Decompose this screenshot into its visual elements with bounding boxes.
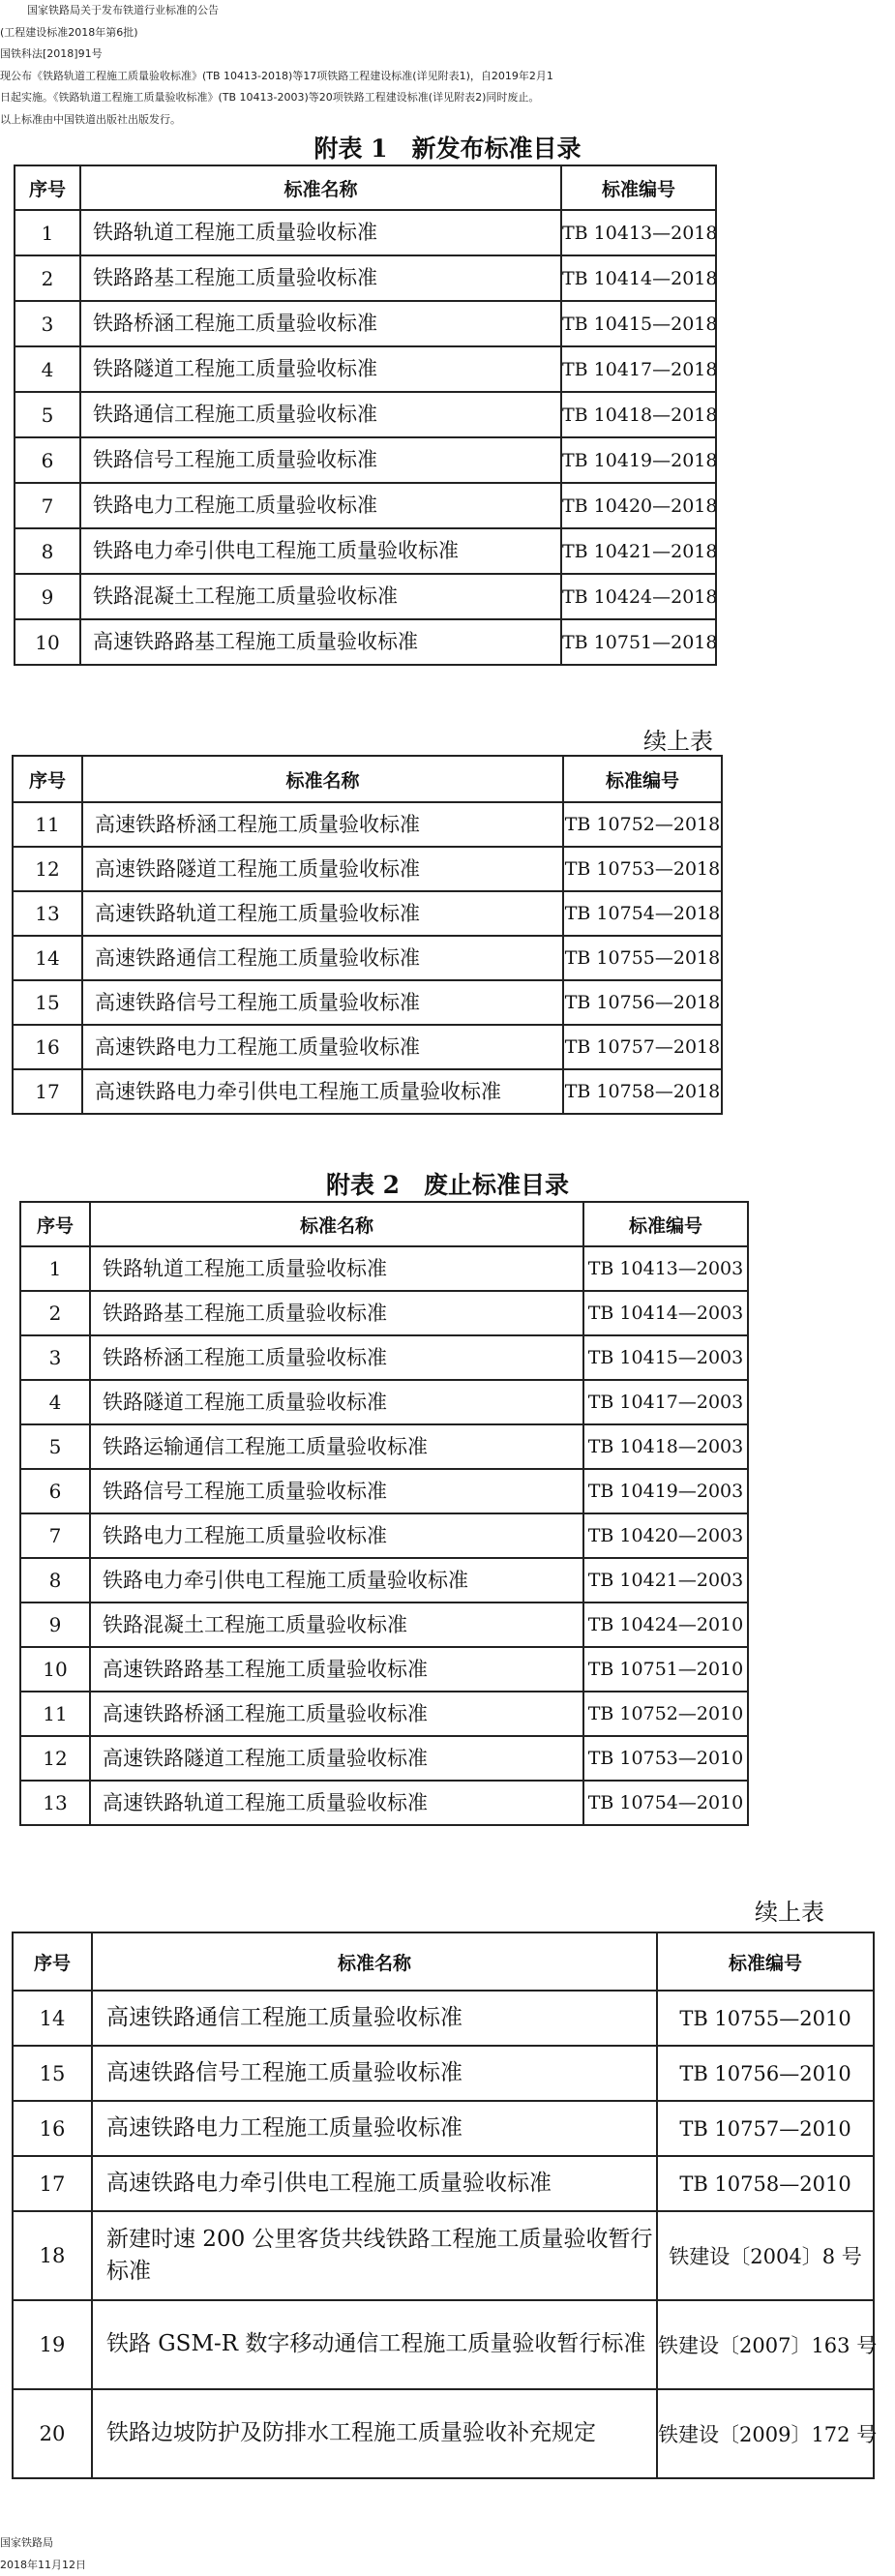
standard-code: TB 10755—2018	[563, 936, 722, 980]
standard-code: 铁建设〔2009〕172 号	[657, 2389, 874, 2478]
table-row	[20, 1246, 748, 1291]
column-header-number: 序号	[13, 1932, 92, 1991]
table-row	[20, 1380, 748, 1424]
issuer-name: 国家铁路局	[0, 2532, 895, 2555]
standard-code: TB 10424—2010	[583, 1603, 748, 1647]
column-header-number: 序号	[13, 756, 82, 802]
table-body	[13, 802, 722, 1114]
table-row	[20, 1513, 748, 1558]
standard-name: 铁路运输通信工程施工质量验收标准	[90, 1424, 583, 1469]
row-number: 5	[20, 1424, 90, 1469]
standard-code: TB 10757—2010	[657, 2101, 874, 2156]
abolished-standards-table-continued	[12, 1932, 875, 2479]
table-row	[13, 2156, 874, 2211]
standard-code: TB 10752—2010	[583, 1692, 748, 1736]
standard-name: 铁路 GSM-R 数字移动通信工程施工质量验收暂行标准	[92, 2300, 657, 2389]
standard-name: 铁路路基工程施工质量验收标准	[80, 255, 561, 301]
standard-name: 高速铁路桥涵工程施工质量验收标准	[90, 1692, 583, 1736]
standard-name: 高速铁路电力工程施工质量验收标准	[92, 2101, 657, 2156]
issue-date: 2018年11月12日	[0, 2555, 895, 2576]
table-body	[20, 1246, 748, 1825]
standard-name: 铁路通信工程施工质量验收标准	[80, 392, 561, 437]
table-row	[15, 528, 716, 574]
row-number: 11	[20, 1692, 90, 1736]
standard-code: TB 10751—2018	[561, 619, 716, 665]
standard-code: 铁建设〔2004〕8 号	[657, 2211, 874, 2300]
row-number: 9	[15, 574, 80, 619]
standard-name: 铁路轨道工程施工质量验收标准	[80, 210, 561, 255]
notice-doc-number: 国铁科法[2018]91号	[0, 44, 895, 66]
table-row	[15, 301, 716, 346]
standard-code: TB 10417—2003	[583, 1380, 748, 1424]
standard-code: TB 10755—2010	[657, 1991, 874, 2046]
table1-continued-label: 续上表	[643, 722, 713, 756]
standard-code: TB 10419—2018	[561, 437, 716, 483]
notice-batch: (工程建设标准2018年第6批)	[0, 22, 895, 45]
standard-code: TB 10757—2018	[563, 1025, 722, 1069]
table-row	[15, 619, 716, 665]
standard-name: 铁路信号工程施工质量验收标准	[90, 1469, 583, 1513]
standard-code: TB 10424—2018	[561, 574, 716, 619]
row-number: 14	[13, 936, 82, 980]
standard-code: TB 10415—2018	[561, 301, 716, 346]
notice-header	[0, 0, 895, 131]
standard-name: 铁路轨道工程施工质量验收标准	[90, 1246, 583, 1291]
table-row	[13, 891, 722, 936]
standard-name: 新建时速 200 公里客货共线铁路工程施工质量验收暂行标准	[92, 2211, 657, 2300]
row-number: 18	[13, 2211, 92, 2300]
column-header-number: 序号	[15, 165, 80, 210]
row-number: 15	[13, 980, 82, 1025]
standard-name: 高速铁路电力牵引供电工程施工质量验收标准	[92, 2156, 657, 2211]
standard-name: 铁路混凝土工程施工质量验收标准	[90, 1603, 583, 1647]
standard-name: 高速铁路电力牵引供电工程施工质量验收标准	[82, 1069, 563, 1114]
standard-name: 铁路电力牵引供电工程施工质量验收标准	[80, 528, 561, 574]
row-number: 1	[20, 1246, 90, 1291]
table-row	[15, 483, 716, 528]
table-row	[20, 1469, 748, 1513]
column-header-name: 标准名称	[82, 756, 563, 802]
table-row	[20, 1781, 748, 1825]
standard-name: 高速铁路隧道工程施工质量验收标准	[82, 847, 563, 891]
standard-code: TB 10420—2018	[561, 483, 716, 528]
abolished-standards-table	[19, 1201, 749, 1826]
standard-code: TB 10752—2018	[563, 802, 722, 847]
table-row	[20, 1558, 748, 1603]
row-number: 19	[13, 2300, 92, 2389]
new-standards-table	[14, 165, 717, 666]
standard-name: 高速铁路信号工程施工质量验收标准	[82, 980, 563, 1025]
header-row	[20, 1202, 748, 1246]
table-row	[15, 392, 716, 437]
row-number: 2	[20, 1291, 90, 1335]
header-row	[13, 1932, 874, 1991]
standard-name: 铁路电力牵引供电工程施工质量验收标准	[90, 1558, 583, 1603]
column-header-name: 标准名称	[90, 1202, 583, 1246]
table-row	[13, 2211, 874, 2300]
row-number: 1	[15, 210, 80, 255]
table-row	[20, 1736, 748, 1781]
column-header-name: 标准名称	[80, 165, 561, 210]
standard-code: TB 10421—2003	[583, 1558, 748, 1603]
standard-code: 铁建设〔2007〕163 号	[657, 2300, 874, 2389]
table-row	[13, 1069, 722, 1114]
table-row	[13, 1025, 722, 1069]
column-header-code: 标准编号	[563, 756, 722, 802]
standard-code: TB 10417—2018	[561, 346, 716, 392]
standard-name: 高速铁路通信工程施工质量验收标准	[92, 1991, 657, 2046]
row-number: 5	[15, 392, 80, 437]
row-number: 16	[13, 2101, 92, 2156]
standard-code: TB 10754—2010	[583, 1781, 748, 1825]
standard-name: 铁路混凝土工程施工质量验收标准	[80, 574, 561, 619]
table-row	[13, 1991, 874, 2046]
standard-code: TB 10418—2018	[561, 392, 716, 437]
table2-title: 附表 2 废止标准目录	[0, 1166, 895, 1201]
table-row	[13, 847, 722, 891]
row-number: 13	[20, 1781, 90, 1825]
row-number: 8	[20, 1558, 90, 1603]
row-number: 14	[13, 1991, 92, 2046]
table2-continued-label: 续上表	[755, 1893, 824, 1927]
standard-code: TB 10756—2018	[563, 980, 722, 1025]
column-header-code: 标准编号	[583, 1202, 748, 1246]
row-number: 6	[15, 437, 80, 483]
table-row	[20, 1603, 748, 1647]
notice-body-line-1: 现公布《铁路轨道工程施工质量验收标准》(TB 10413-2018)等17项铁路工程建设标准(详见附表1)，自2019年2月1	[0, 66, 895, 88]
table-row	[13, 802, 722, 847]
standard-name: 铁路信号工程施工质量验收标准	[80, 437, 561, 483]
row-number: 8	[15, 528, 80, 574]
table-row	[13, 2300, 874, 2389]
row-number: 7	[20, 1513, 90, 1558]
row-number: 9	[20, 1603, 90, 1647]
table-row	[20, 1291, 748, 1335]
row-number: 11	[13, 802, 82, 847]
row-number: 20	[13, 2389, 92, 2478]
standard-code: TB 10751—2010	[583, 1647, 748, 1692]
table-body	[13, 1991, 874, 2478]
row-number: 12	[13, 847, 82, 891]
table-row	[15, 437, 716, 483]
standard-code: TB 10756—2010	[657, 2046, 874, 2101]
standard-code: TB 10418—2003	[583, 1424, 748, 1469]
row-number: 4	[20, 1380, 90, 1424]
new-standards-table-continued	[12, 755, 723, 1115]
table-header	[20, 1202, 748, 1246]
table-header	[15, 165, 716, 210]
standard-name: 高速铁路轨道工程施工质量验收标准	[82, 891, 563, 936]
table-row	[15, 210, 716, 255]
table-row	[15, 255, 716, 301]
table-row	[13, 2046, 874, 2101]
header-row	[13, 756, 722, 802]
row-number: 2	[15, 255, 80, 301]
table-row	[20, 1335, 748, 1380]
row-number: 17	[13, 2156, 92, 2211]
standard-code: TB 10415—2003	[583, 1335, 748, 1380]
standard-code: TB 10753—2010	[583, 1736, 748, 1781]
standard-code: TB 10754—2018	[563, 891, 722, 936]
table-row	[20, 1424, 748, 1469]
header-row	[15, 165, 716, 210]
standard-name: 高速铁路通信工程施工质量验收标准	[82, 936, 563, 980]
column-header-code: 标准编号	[561, 165, 716, 210]
standard-code: TB 10753—2018	[563, 847, 722, 891]
standard-code: TB 10413—2018	[561, 210, 716, 255]
standard-code: TB 10414—2018	[561, 255, 716, 301]
standard-name: 高速铁路路基工程施工质量验收标准	[90, 1647, 583, 1692]
standard-name: 高速铁路电力工程施工质量验收标准	[82, 1025, 563, 1069]
notice-body-line-3: 以上标准由中国铁道出版社出版发行。	[0, 109, 895, 132]
row-number: 4	[15, 346, 80, 392]
row-number: 3	[15, 301, 80, 346]
table-row	[20, 1692, 748, 1736]
table-row	[13, 980, 722, 1025]
table-header	[13, 756, 722, 802]
table-header	[13, 1932, 874, 1991]
table-row	[20, 1647, 748, 1692]
standard-name: 高速铁路轨道工程施工质量验收标准	[90, 1781, 583, 1825]
standard-code: TB 10758—2010	[657, 2156, 874, 2211]
standard-name: 铁路电力工程施工质量验收标准	[90, 1513, 583, 1558]
row-number: 10	[20, 1647, 90, 1692]
table-row	[15, 346, 716, 392]
standard-name: 铁路隧道工程施工质量验收标准	[90, 1380, 583, 1424]
standard-code: TB 10413—2003	[583, 1246, 748, 1291]
standard-code: TB 10420—2003	[583, 1513, 748, 1558]
notice-body-line-2: 日起实施。《铁路轨道工程施工质量验收标准》(TB 10413-2003)等20项铁路工程建设标准(详见附表2)同时废止。	[0, 87, 895, 109]
row-number: 6	[20, 1469, 90, 1513]
row-number: 17	[13, 1069, 82, 1114]
notice-title: 国家铁路局关于发布铁道行业标准的公告	[0, 0, 895, 22]
table1-title: 附表 1 新发布标准目录	[0, 130, 895, 165]
standard-name: 铁路隧道工程施工质量验收标准	[80, 346, 561, 392]
row-number: 16	[13, 1025, 82, 1069]
table-body	[15, 210, 716, 665]
standard-name: 铁路边坡防护及防排水工程施工质量验收补充规定	[92, 2389, 657, 2478]
standard-name: 铁路桥涵工程施工质量验收标准	[90, 1335, 583, 1380]
row-number: 10	[15, 619, 80, 665]
standard-code: TB 10414—2003	[583, 1291, 748, 1335]
table-row	[13, 2101, 874, 2156]
table-row	[13, 2389, 874, 2478]
table-row	[15, 574, 716, 619]
row-number: 12	[20, 1736, 90, 1781]
column-header-name: 标准名称	[92, 1932, 657, 1991]
row-number: 15	[13, 2046, 92, 2101]
column-header-number: 序号	[20, 1202, 90, 1246]
standard-code: TB 10421—2018	[561, 528, 716, 574]
standard-name: 高速铁路信号工程施工质量验收标准	[92, 2046, 657, 2101]
standard-name: 铁路电力工程施工质量验收标准	[80, 483, 561, 528]
column-header-code: 标准编号	[657, 1932, 874, 1991]
standard-name: 高速铁路隧道工程施工质量验收标准	[90, 1736, 583, 1781]
standard-name: 高速铁路路基工程施工质量验收标准	[80, 619, 561, 665]
standard-name: 铁路路基工程施工质量验收标准	[90, 1291, 583, 1335]
standard-name: 铁路桥涵工程施工质量验收标准	[80, 301, 561, 346]
standard-name: 高速铁路桥涵工程施工质量验收标准	[82, 802, 563, 847]
row-number: 7	[15, 483, 80, 528]
table-row	[13, 936, 722, 980]
notice-footer	[0, 2532, 895, 2576]
row-number: 13	[13, 891, 82, 936]
row-number: 3	[20, 1335, 90, 1380]
standard-code: TB 10419—2003	[583, 1469, 748, 1513]
standard-code: TB 10758—2018	[563, 1069, 722, 1114]
